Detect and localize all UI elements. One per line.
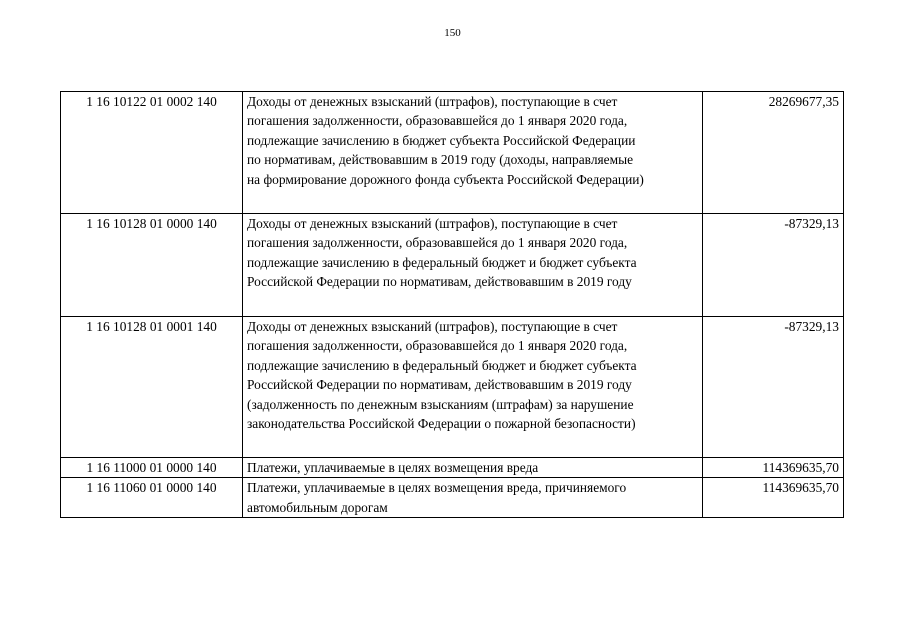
revenue-code-cell: 1 16 11060 01 0000 140 [61,478,243,518]
description-line: Российской Федерации по нормативам, действовавшим в 2019 году [247,377,632,393]
page-number: 150 [444,27,461,39]
revenue-description-cell [243,458,703,478]
revenue-code-cell: 1 16 10128 01 0000 140 [61,214,243,317]
description-line: автомобильным дорогам [247,499,388,515]
description-line: погашения задолженности, образовавшейся до 1 января 2020 года, [247,235,628,251]
table-row [61,478,844,518]
revenue-description-cell [243,317,703,458]
table-row [61,458,844,478]
description-line: Доходы от денежных взысканий (штрафов), поступающие в счет [247,319,618,334]
description-line: погашения задолженности, образовавшейся до 1 января 2020 года, [247,113,628,129]
description-line: (задолженность по денежным взысканиям (штрафам) за нарушение [247,396,634,412]
revenue-amount-cell: -87329,13 [703,214,844,317]
revenue-description-cell [243,214,703,317]
description-line: Доходы от денежных взысканий (штрафов), поступающие в счет [247,216,618,231]
description-line: Платежи, уплачиваемые в целях возмещения вреда, причиняемого [247,480,627,496]
revenue-code-cell: 1 16 10122 01 0002 140 [61,92,243,214]
description-line: Платежи, уплачиваемые в целях возмещения вреда [247,460,539,475]
revenue-amount-cell: -87329,13 [703,317,844,458]
description-line: погашения задолженности, образовавшейся до 1 января 2020 года, [247,338,628,354]
revenue-code-cell: 1 16 10128 01 0001 140 [61,317,243,458]
description-line: законодательства Российской Федерации о пожарной безопасности) [247,416,636,432]
description-line: подлежащие зачислению в бюджет субъекта Российской Федерации [247,132,636,148]
revenue-amount-cell: 114369635,70 [703,478,844,518]
revenue-description-cell [243,92,703,214]
table-row [61,214,844,317]
description-line: подлежащие зачислению в федеральный бюджет и бюджет субъекта [247,254,637,270]
description-line: Российской Федерации по нормативам, действовавшим в 2019 году [247,274,632,290]
revenue-description-cell [243,478,703,518]
description-line: Доходы от денежных взысканий (штрафов), поступающие в счет [247,94,618,109]
revenue-code-cell: 1 16 11000 01 0000 140 [61,458,243,478]
description-line: по нормативам, действовавшим в 2019 году (доходы, направляемые [247,152,634,168]
revenue-amount-cell: 28269677,35 [703,92,844,214]
description-line: на формирование дорожного фонда субъекта Российской Федерации) [247,171,644,187]
revenue-amount-cell: 114369635,70 [703,458,844,478]
description-line: подлежащие зачислению в федеральный бюджет и бюджет субъекта [247,357,637,373]
budget-revenue-table [60,91,844,518]
table-row [61,92,844,214]
table-row [61,317,844,458]
